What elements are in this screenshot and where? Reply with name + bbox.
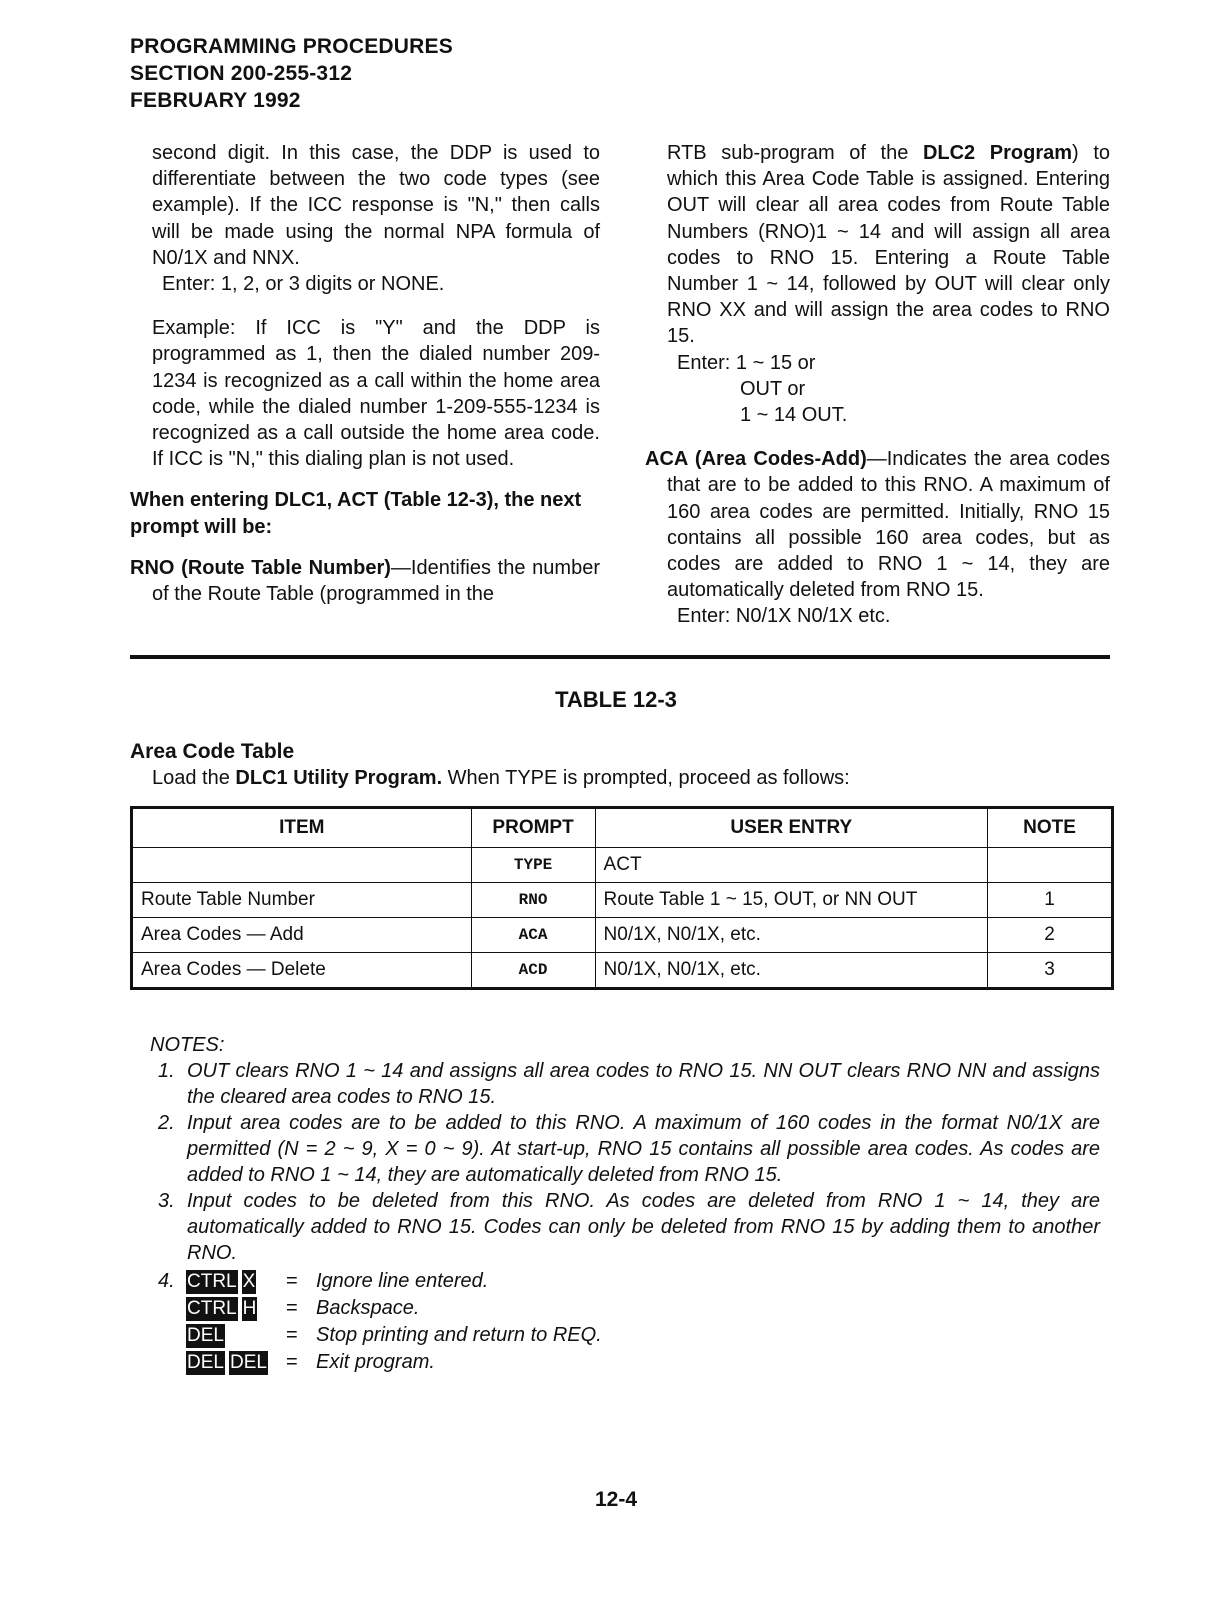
key-description: Stop printing and return to REQ. [316, 1324, 602, 1346]
rno-definition [130, 555, 600, 607]
rtb-text-b: ) to which this Area Code Table is assigned. Entering OUT will clear all area codes from Route Table Numbers (RNO)1 ~ 14 and will assign all area codes to RNO 15. Entering a Route Table Number 1 ~ 14, followed by OUT will clear only RNO XX and will assign the area codes to RNO 15. [667, 142, 1110, 348]
cell-entry: N0/1X, N0/1X, etc. [595, 918, 988, 953]
note-text: Input codes to be deleted from this RNO. As codes are deleted from RNO 1 ~ 14, they are automatically added to RNO 15. Codes can only be deleted from RNO 15 by adding them to another RNO. [187, 1190, 1100, 1264]
rtb-text-bold: DLC2 Program [922, 142, 1073, 164]
enter-range: Enter: 1 ~ 15 or [677, 351, 816, 374]
section-divider [130, 655, 1110, 659]
cell-note: 3 [988, 953, 1113, 989]
notes-heading: NOTES: [150, 1034, 225, 1056]
header-note: NOTE [988, 808, 1113, 848]
key-cap: H [242, 1297, 257, 1319]
cell-item: Area Codes — Delete [132, 953, 472, 989]
note-number: 4. [158, 1270, 175, 1292]
table-title: TABLE 12-3 [555, 687, 677, 712]
equals-sign: = [286, 1351, 298, 1373]
key-description: Exit program. [316, 1351, 435, 1373]
cell-prompt: ACA [471, 918, 595, 953]
key-description: Backspace. [316, 1297, 420, 1319]
table-row [132, 848, 1113, 883]
table-intro [152, 767, 850, 790]
cell-item: Area Codes — Add [132, 918, 472, 953]
key-cap: X [242, 1270, 256, 1292]
header-line-2: SECTION 200-255-312 [130, 62, 353, 85]
key-cap: CTRL [187, 1270, 237, 1292]
right-column [645, 140, 1110, 630]
key-row [158, 1349, 602, 1376]
cell-prompt: TYPE [471, 848, 595, 883]
equals-sign: = [286, 1297, 298, 1319]
paragraph-rtb [645, 140, 1110, 350]
table-header-row [132, 808, 1113, 848]
key-legend [158, 1268, 602, 1376]
note-text: Input area codes are to be added to this RNO. A maximum of 160 codes in the format N0/1X are permitted (N = 2 ~ 9, X = 0 ~ 9). At start-up, RNO 15 contains all possible area codes. As codes are added to RNO 1 ~ 14, they are automatically deleted from RNO 15. [187, 1112, 1100, 1186]
note-item [150, 1110, 1100, 1188]
note-item [150, 1188, 1100, 1266]
header-item: ITEM [132, 808, 472, 848]
page-number: 12-4 [594, 1488, 638, 1511]
note-text: OUT clears RNO 1 ~ 14 and assigns all area codes to RNO 15. NN OUT clears RNO NN and assigns the cleared area codes to RNO 15. [187, 1060, 1100, 1108]
equals-sign: = [286, 1270, 298, 1292]
page-header [130, 33, 453, 114]
key-cap: DEL [187, 1351, 224, 1373]
header-line-1: PROGRAMMING PROCEDURES [130, 35, 453, 58]
rtb-text-a: RTB sub-program of the [667, 142, 923, 164]
table-row [132, 883, 1113, 918]
area-code-table [130, 806, 1114, 990]
notes-section [150, 1032, 1100, 1266]
paragraph-ddp: second digit. In this case, the DDP is used to differentiate between the two code types (see example). If the ICC response is "N," then calls will be made using the normal NPA formula of N0/1X and NNX. [152, 142, 600, 269]
enter-out: OUT or [740, 377, 806, 400]
key-cap: DEL [229, 1351, 267, 1373]
intro-text-a: Load the [152, 767, 236, 789]
intro-text-b: When TYPE is prompted, proceed as follows: [442, 767, 850, 789]
cell-item: Route Table Number [132, 883, 472, 918]
table-subtitle: Area Code Table [130, 740, 295, 763]
aca-term: ACA (Area Codes-Add) [645, 448, 867, 471]
prompt-note [130, 487, 600, 539]
header-prompt: PROMPT [471, 808, 595, 848]
prompt-note-text: When entering DLC1, ACT (Table 12-3), the next prompt will be: [130, 489, 582, 538]
cell-prompt: RNO [471, 883, 595, 918]
cell-note [988, 848, 1113, 883]
aca-definition [645, 446, 1110, 603]
key-cap: DEL [187, 1324, 224, 1346]
cell-entry: N0/1X, N0/1X, etc. [595, 953, 988, 989]
cell-prompt: ACD [471, 953, 595, 989]
cell-entry: Route Table 1 ~ 15, OUT, or NN OUT [595, 883, 988, 918]
note-item [150, 1058, 1100, 1110]
rno-term: RNO (Route Table Number) [130, 556, 391, 579]
key-row [158, 1295, 602, 1322]
note-number: 3. [158, 1190, 175, 1212]
paragraph-example: Example: If ICC is "Y" and the DDP is programmed as 1, then the dialed number 209-1234 is recognized as a call within the home area code, while the dialed number 1-209-555-1234 is recognized as a call outside the home area code. If ICC is "N," this dialing plan is not used. [152, 317, 600, 471]
enter-digits: Enter: 1, 2, or 3 digits or NONE. [162, 273, 445, 296]
key-description: Ignore line entered. [316, 1270, 489, 1292]
key-cap: CTRL [187, 1297, 237, 1319]
left-column [130, 140, 600, 607]
key-row [158, 1268, 602, 1295]
cell-entry: ACT [595, 848, 988, 883]
cell-note: 2 [988, 918, 1113, 953]
intro-text-bold: DLC1 Utility Program. [235, 767, 443, 789]
enter-range-out: 1 ~ 14 OUT. [740, 404, 848, 427]
rno-text: —Identifies the number of the Route Table (programmed in the [152, 556, 600, 606]
aca-enter: Enter: N0/1X N0/1X etc. [677, 605, 891, 628]
note-number: 1. [158, 1060, 175, 1082]
header-user-entry: USER ENTRY [595, 808, 988, 848]
cell-note: 1 [988, 883, 1113, 918]
cell-item [132, 848, 472, 883]
key-row [158, 1322, 602, 1349]
header-line-3: FEBRUARY 1992 [130, 89, 301, 112]
table-row [132, 918, 1113, 953]
table-row [132, 953, 1113, 989]
aca-text: —Indicates the area codes that are to be added to this RNO. A maximum of 160 area codes are permitted. Initially, RNO 15 contains all possible 160 area codes, but as codes are added to RNO 1 ~ 14, they are automatically deleted from RNO 15. [667, 448, 1111, 602]
equals-sign: = [286, 1324, 298, 1346]
note-number: 2. [158, 1112, 175, 1134]
